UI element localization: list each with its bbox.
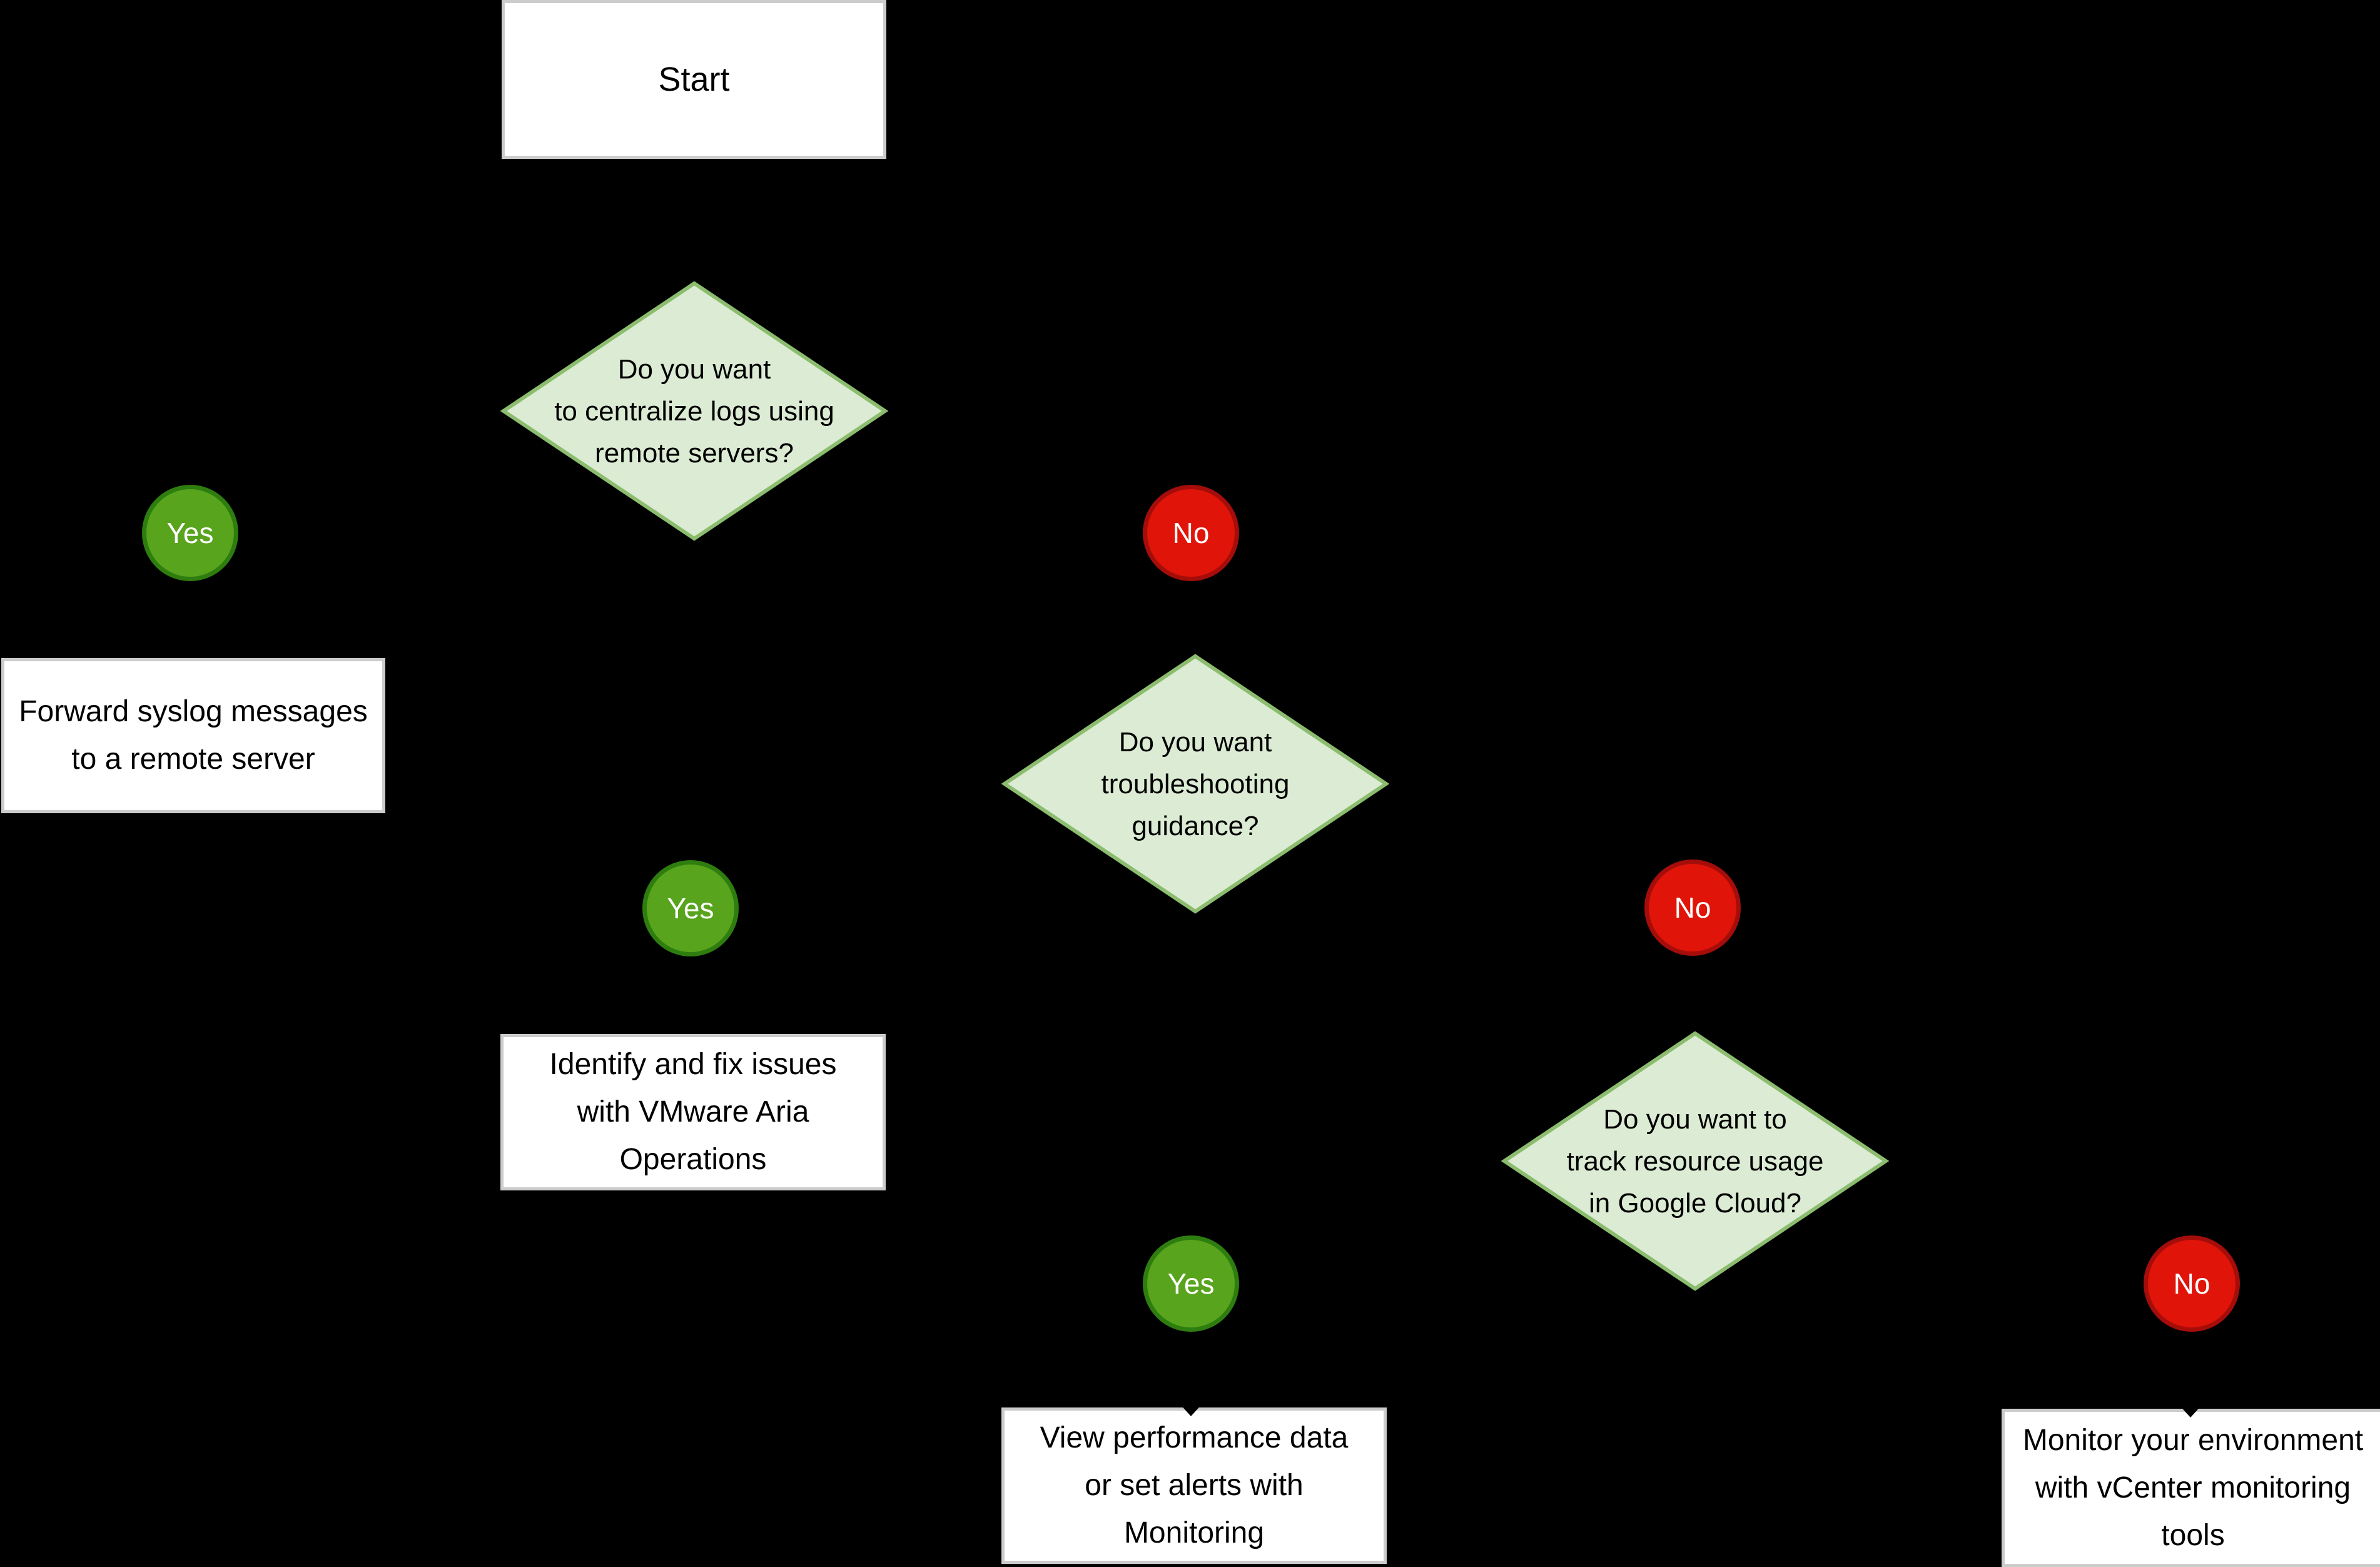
yes-badge-2: Yes [642,860,739,956]
outcome-forward-syslog: Forward syslog messages to a remote server [1,658,385,813]
start-label: Start [658,61,730,98]
decision-track-resource-usage [1501,1030,1889,1292]
yes-badge-1: Yes [142,485,238,581]
arrowhead-down-icon [2178,1404,2203,1417]
decision-troubleshooting-text: Do you want troubleshooting guidance? [1101,726,1290,841]
no-badge-2: No [1644,860,1741,956]
outcome-vmware-aria-operations: Identify and fix issues with VMware Aria Operations [500,1034,886,1190]
start-node [502,0,886,159]
decision-centralize-logs [500,280,888,542]
yes-badge-3: Yes [1143,1235,1239,1332]
decision-track-resource-usage-text: Do you want to track resource usage in Google Cloud? [1566,1103,1824,1219]
no-badge-3: No [2144,1235,2240,1332]
decision-troubleshooting [1001,653,1389,915]
outcome-vcenter-tools: Monitor your environment with vCenter monitoring tools [2002,1409,2380,1567]
decision-centralize-logs-text: Do you want to centralize logs using remote servers? [554,353,834,469]
outcome-cloud-monitoring: View performance data or set alerts with Monitoring [1001,1407,1387,1564]
arrowhead-down-icon [1178,1402,1203,1416]
no-badge-1: No [1143,485,1239,581]
